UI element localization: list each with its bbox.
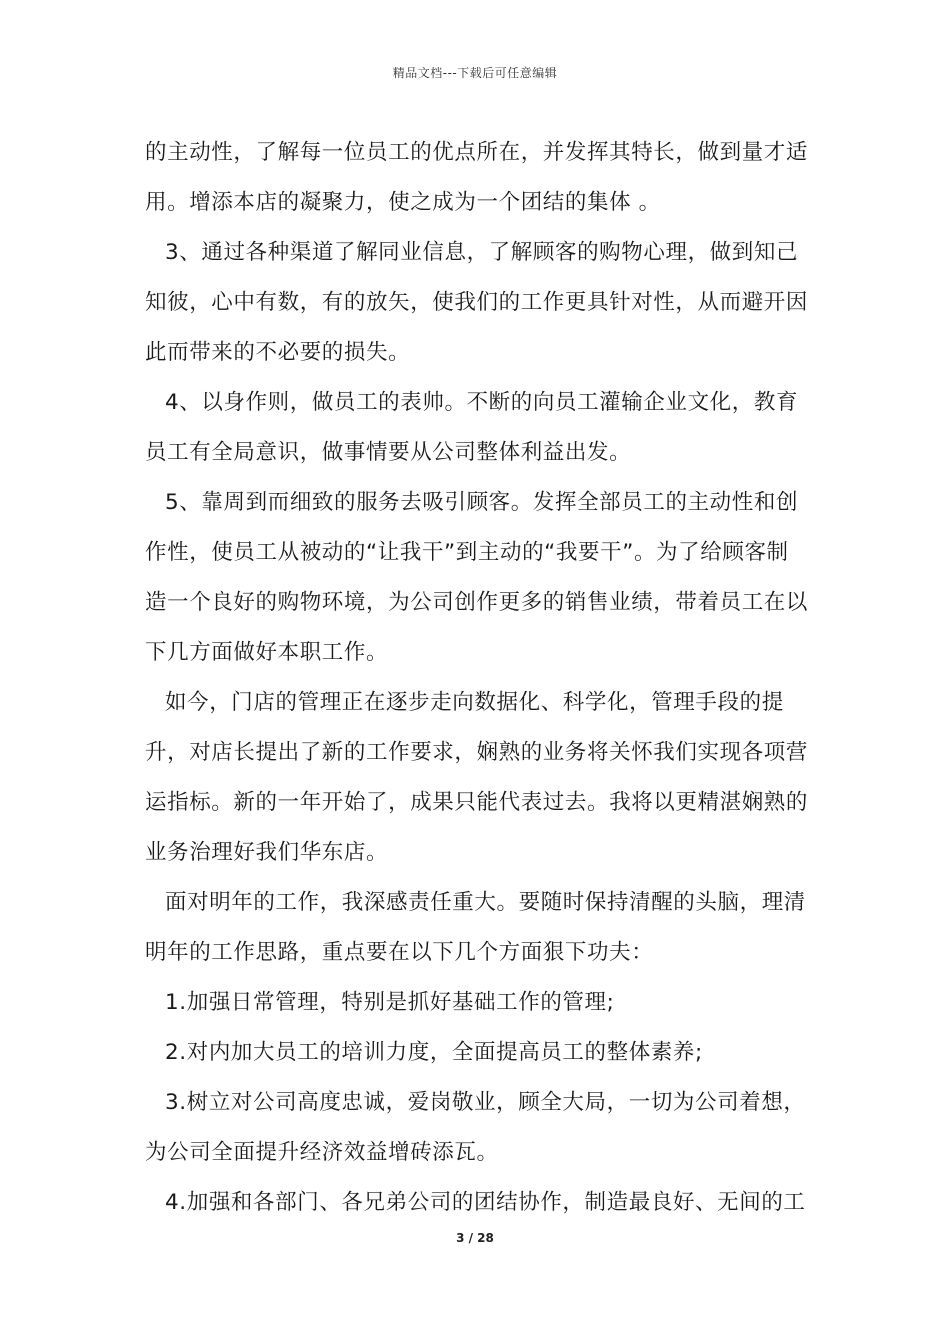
list-item: 1.加强日常管理，特别是抓好基础工作的管理;	[165, 990, 615, 1015]
paragraph: 3、通过各种渠道了解同业信息，了解顾客的购物心理，做到知己知彼，心中有数，有的放矢，使我们的工作更具针对性，从而避开因此而带来的不必要的损失。	[145, 240, 809, 365]
list-item: 2.对内加大员工的培训力度，全面提高员工的整体素养;	[165, 1040, 703, 1065]
list-item: 3.树立对公司高度忠诚，爱岗敬业，顾全大局，一切为公司着想，为公司全面提升经济效益增砖添瓦。	[145, 1090, 806, 1165]
page-number: 3 / 28	[456, 1231, 494, 1245]
paragraph: 面对明年的工作，我深感责任重大。要随时保持清醒的头脑，理清明年的工作思路，重点要在以下几个方面狠下功夫：	[145, 890, 806, 965]
paragraph: 4、以身作则，做员工的表帅。不断的向员工灌输企业文化，教育员工有全局意识，做事情要从公司整体利益出发。	[145, 390, 799, 465]
list-item: 4.加强和各部门、各兄弟公司的团结协作，制造最良好、无间的工	[165, 1190, 806, 1215]
paragraph: 如今，门店的管理正在逐步走向数据化、科学化，管理手段的提升，对店长提出了新的工作要求，娴熟的业务将关怀我们实现各项营运指标。新的一年开始了，成果只能代表过去。我将以更精湛娴熟的业务治理好我们华东店。	[145, 690, 809, 865]
paragraph: 5、靠周到而细致的服务去吸引顾客。发挥全部员工的主动性和创作性，使员工从被动的“让我干”到主动的“我要干”。为了给顾客制造一个良好的购物环境，为公司创作更多的销售业绩，带着员工在以下几方面做好本职工作。	[145, 490, 809, 665]
page-header: 精品文档---下载后可任意编辑	[392, 66, 558, 80]
document-body	[145, 128, 810, 1228]
paragraph: 的主动性，了解每一位员工的优点所在，并发挥其特长，做到量才适用。增添本店的凝聚力，使之成为一个团结的集体 。	[145, 140, 809, 215]
